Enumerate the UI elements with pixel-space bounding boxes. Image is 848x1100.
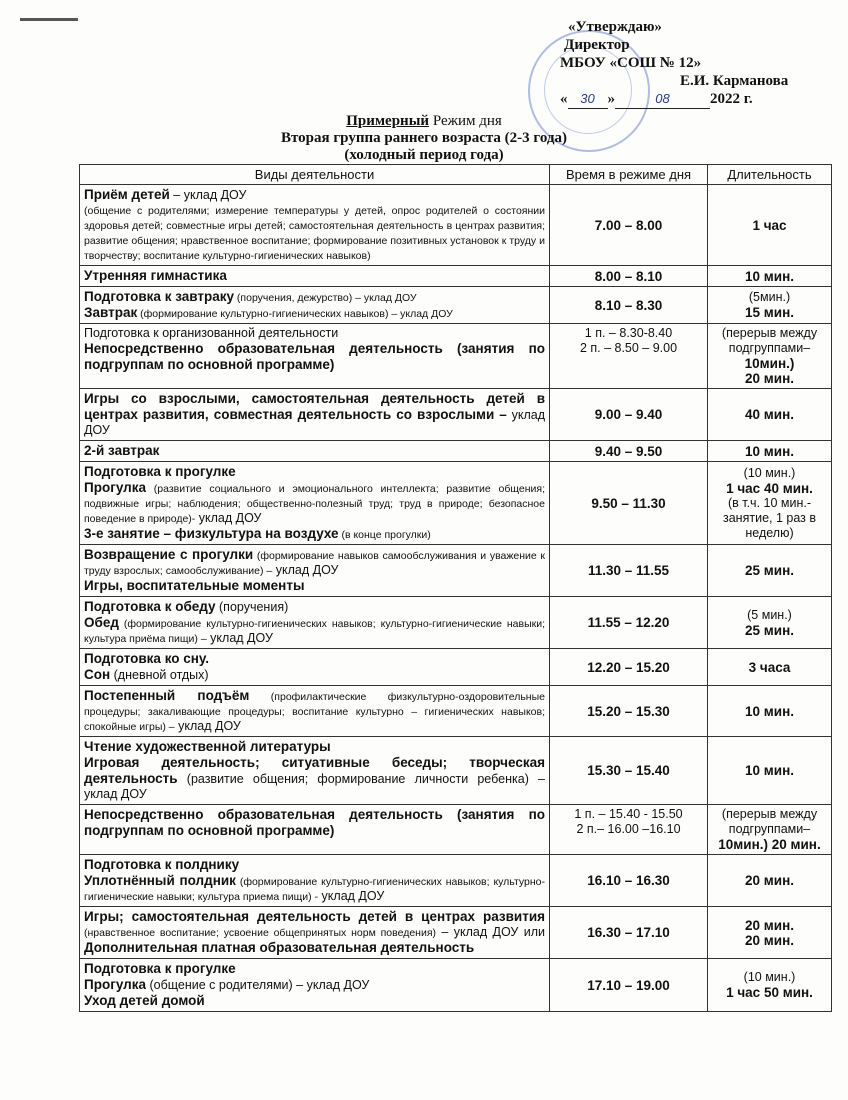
- activity-text: 3-е занятие – физкультура на воздухе: [84, 526, 339, 541]
- activity-cell: [80, 649, 550, 686]
- table-row: [80, 686, 832, 737]
- duration-value: 10 мин.: [745, 268, 794, 284]
- activity-text: Чтение художественной литературы: [84, 739, 331, 754]
- activity-text: уклад ДОУ: [206, 631, 273, 645]
- activity-text: Подготовка к прогулке: [84, 961, 236, 976]
- activity-text: Дополнительная платная образовательная деятельность: [84, 940, 475, 955]
- duration-value: 40 мин.: [745, 407, 794, 422]
- duration-cell: [708, 266, 832, 287]
- duration-value: 1 час: [752, 217, 787, 233]
- activity-text: уклад ДОУ: [318, 889, 385, 903]
- time-value: 9.50 – 11.30: [591, 495, 666, 511]
- activity-line: [84, 688, 545, 734]
- time-cell: [550, 545, 708, 597]
- header-activity: Виды деятельности: [80, 165, 550, 185]
- activity-text: (дневной отдых): [110, 668, 209, 682]
- activity-line: [84, 464, 545, 480]
- time-value: 1 п. – 15.40 - 15.50: [574, 807, 683, 821]
- time-cell: [550, 389, 708, 441]
- approval-date-month: 08: [615, 90, 710, 109]
- time-cell: [550, 324, 708, 389]
- activity-cell: [80, 441, 550, 462]
- activity-text: Подготовка к полднику: [84, 857, 240, 872]
- time-cell: [550, 287, 708, 324]
- activity-line: [84, 578, 545, 594]
- activity-text: (формирование культурно-гигиенических навыков; культурно-гигиенические навыки; культура приема пищи) -: [84, 876, 545, 903]
- activity-text: 2-й завтрак: [84, 443, 160, 458]
- activity-text: (поручения, дежурство) – уклад ДОУ: [234, 292, 417, 304]
- time-cell: [550, 855, 708, 907]
- activity-text: уклад ДОУ: [195, 511, 262, 525]
- approval-position: Директор: [564, 37, 630, 53]
- duration-cell: [708, 462, 832, 545]
- document-subtitle: Вторая группа раннего возраста (2-3 года): [280, 130, 567, 146]
- approval-title: «Утверждаю»: [568, 19, 662, 35]
- activity-text: Завтрак: [84, 305, 138, 320]
- table-row: [80, 389, 832, 441]
- activity-line: [84, 993, 545, 1009]
- activity-text: Сон: [84, 667, 111, 682]
- duration-value: 25 мин.: [745, 563, 794, 578]
- approval-date-year: 2022 г.: [710, 91, 753, 107]
- schedule-table: [79, 164, 832, 1012]
- time-value: 16.30 – 17.10: [587, 925, 670, 940]
- activity-cell: [80, 287, 550, 324]
- activity-text: Игры со взрослыми, самостоятельная деятельность детей в центрах развития, совместная деятельность со взрослыми –: [84, 391, 545, 422]
- duration-cell: [708, 737, 832, 805]
- document-period: (холодный период года): [344, 147, 504, 163]
- time-value: 8.00 – 8.10: [594, 268, 663, 284]
- duration-value: 20 мин.: [745, 371, 794, 386]
- duration-cell: [708, 545, 832, 597]
- activity-text: Обед: [84, 615, 119, 630]
- activity-line: [84, 667, 545, 683]
- activity-line: [84, 547, 545, 578]
- activity-line: [84, 755, 545, 802]
- activity-line: [84, 326, 545, 341]
- time-value: 8.10 – 8.30: [594, 297, 663, 313]
- activity-line: [84, 807, 545, 839]
- table-row: [80, 649, 832, 686]
- activity-text: (общение с родителями) – уклад ДОУ: [146, 978, 370, 992]
- table-row: [80, 545, 832, 597]
- duration-value: 10 мин.: [745, 763, 794, 778]
- duration-value: 10мин.): [744, 356, 795, 371]
- activity-line: [84, 305, 545, 321]
- table-header-row: [80, 165, 832, 185]
- activity-text: (развитие социального и эмоционального интеллекта; развитие общения; подвижные игры; наблюдения; общественно-полезный труд; труд в природе; безопасное поведение в природе)-: [84, 483, 545, 525]
- table-row: [80, 266, 832, 287]
- activity-cell: [80, 805, 550, 855]
- time-cell: [550, 649, 708, 686]
- duration-value: (5 мин.): [747, 607, 792, 622]
- activity-line: [84, 187, 545, 203]
- time-cell: [550, 686, 708, 737]
- activity-text: Прогулка: [84, 480, 146, 495]
- table-row: [80, 737, 832, 805]
- duration-cell: [708, 185, 832, 266]
- activity-line: [84, 289, 545, 305]
- duration-value: 25 мин.: [745, 622, 794, 638]
- time-cell: [550, 441, 708, 462]
- activity-text: – уклад ДОУ или: [436, 925, 545, 939]
- activity-text: Уплотнённый полдник: [84, 873, 236, 888]
- activity-line: [84, 857, 545, 873]
- activity-text: (формирование культурно-гигиенических навыков) – уклад ДОУ: [137, 308, 453, 320]
- activity-text: Игры; самостоятельная деятельность детей в центрах развития: [84, 909, 545, 924]
- header-time: Время в режиме дня: [550, 165, 708, 185]
- activity-cell: [80, 545, 550, 597]
- activity-cell: [80, 324, 550, 389]
- time-value: 11.55 – 12.20: [587, 615, 670, 630]
- duration-value: (10 мин.): [743, 970, 796, 984]
- activity-text: Приём детей: [84, 187, 170, 202]
- activity-text: (поручения): [215, 600, 289, 614]
- duration-cell: [708, 649, 832, 686]
- time-value: 2 п.– 16.00 –16.10: [576, 822, 681, 836]
- duration-cell: [708, 805, 832, 855]
- duration-cell: [708, 441, 832, 462]
- time-cell: [550, 805, 708, 855]
- table-row: [80, 287, 832, 324]
- activity-line: [84, 599, 545, 615]
- activity-line: [84, 268, 545, 284]
- activity-text: (общение с родителями; измерение температуры у детей, опрос родителей о состоянии здоровья детей; совместные игры детей; самостоятельная деятельность в центрах развития; развитие общения; нравственное воспитание; формирование позитивных установок к труду и творчеству; воспитание культурно-гигиенических навыков): [84, 205, 545, 262]
- activity-cell: [80, 185, 550, 266]
- activity-text: (развитие общения; формирование личности ребенка) – уклад ДОУ: [84, 772, 545, 801]
- activity-line: [84, 961, 545, 977]
- time-cell: [550, 185, 708, 266]
- activity-cell: [80, 686, 550, 737]
- duration-value: (перерыв между подгруппами–: [721, 326, 818, 355]
- activity-cell: [80, 959, 550, 1012]
- activity-text: Подготовка к обеду: [84, 599, 216, 614]
- duration-value: (перерыв между подгруппами–: [721, 807, 818, 836]
- table-row: [80, 855, 832, 907]
- duration-value: 20 мин.: [745, 917, 794, 933]
- activity-line: [84, 391, 545, 438]
- activity-text: Подготовка к завтраку: [84, 289, 234, 304]
- activity-text: Утренняя гимнастика: [84, 268, 227, 283]
- approval-date-day: 30: [568, 90, 608, 109]
- duration-value: 10мин.) 20 мин.: [718, 837, 821, 852]
- activity-text: Прогулка: [84, 977, 146, 992]
- duration-value: 15 мин.: [745, 305, 794, 320]
- activity-cell: [80, 907, 550, 959]
- table-row: [80, 597, 832, 649]
- activity-cell: [80, 266, 550, 287]
- duration-value: 20 мин.: [745, 873, 794, 888]
- table-row: [80, 907, 832, 959]
- table-body: [80, 185, 832, 1012]
- time-value: 11.30 – 11.55: [587, 563, 670, 578]
- activity-line: [84, 443, 545, 459]
- activity-cell: [80, 462, 550, 545]
- activity-cell: [80, 855, 550, 907]
- time-value: 7.00 – 8.00: [594, 217, 663, 233]
- corner-mark: [20, 18, 78, 21]
- duration-value: (10 мин.): [743, 465, 796, 480]
- activity-text: (формирование навыков самообслуживания и уважение к труду взрослых; самообслуживание) –: [84, 550, 545, 577]
- activity-cell: [80, 389, 550, 441]
- activity-text: (формирование культурно-гигиенических навыков; культурно-гигиенические навыки; культура приёма пищи) –: [84, 618, 545, 645]
- time-cell: [550, 907, 708, 959]
- table-row: [80, 959, 832, 1012]
- duration-value: 10 мин.: [745, 443, 794, 459]
- duration-cell: [708, 287, 832, 324]
- activity-cell: [80, 737, 550, 805]
- approval-organization: МБОУ «СОШ № 12»: [560, 55, 702, 71]
- approval-date: « 30 » 08 2022 г.: [560, 91, 753, 107]
- time-value: 16.10 – 16.30: [587, 873, 670, 888]
- activity-text: – уклад ДОУ: [169, 188, 247, 202]
- table-row: [80, 805, 832, 855]
- duration-value: 1 час 40 мин.: [726, 480, 813, 496]
- time-value: 1 п. – 8.30-8.40: [584, 326, 673, 340]
- activity-text: Постепенный подъём: [84, 688, 250, 703]
- activity-text: (нравственное воспитание; усвоение общепринятых норм поведения): [84, 927, 437, 939]
- time-cell: [550, 462, 708, 545]
- time-value: 9.00 – 9.40: [594, 407, 663, 422]
- activity-line: [84, 739, 545, 755]
- activity-text: Игровая деятельность; ситуативные беседы; творческая деятельность: [84, 755, 545, 786]
- duration-cell: [708, 907, 832, 959]
- duration-cell: [708, 597, 832, 649]
- approval-signatory: Е.И. Карманова: [680, 73, 789, 89]
- table-row: [80, 185, 832, 266]
- duration-value: 10 мин.: [745, 703, 794, 719]
- activity-line: [84, 341, 545, 373]
- time-cell: [550, 737, 708, 805]
- duration-value: (5мин.): [748, 290, 791, 304]
- activity-line: [84, 977, 545, 993]
- activity-line: [84, 480, 545, 526]
- activity-text: уклад ДОУ: [84, 408, 545, 437]
- approval-block: [560, 18, 840, 109]
- duration-cell: [708, 959, 832, 1012]
- duration-value: 3 часа: [748, 659, 791, 675]
- activity-text: Возвращение с прогулки: [84, 547, 254, 562]
- activity-text: Игры, воспитательные моменты: [84, 578, 305, 593]
- activity-text: Непосредственно образовательная деятельность (занятия по подгруппам по основной программе): [84, 341, 545, 372]
- time-value: 15.30 – 15.40: [587, 763, 670, 778]
- time-cell: [550, 266, 708, 287]
- duration-cell: [708, 389, 832, 441]
- table-row: [80, 441, 832, 462]
- activity-line: [84, 873, 545, 904]
- activity-text: уклад ДОУ: [174, 719, 241, 733]
- activity-cell: [80, 597, 550, 649]
- activity-line: [84, 615, 545, 646]
- activity-line: [84, 909, 545, 956]
- duration-cell: [708, 324, 832, 389]
- table-row: [80, 324, 832, 389]
- activity-text: (профилактические физкультурно-оздоровительные процедуры; закаливающие процедуры; воспитание культурно – гигиенических навыков; спокойные игры) –: [84, 691, 545, 733]
- duration-value: (в т.ч. 10 мин.-занятие, 1 раз в неделю): [723, 495, 816, 540]
- time-cell: [550, 959, 708, 1012]
- activity-line: [84, 651, 545, 667]
- header-duration: Длительность: [708, 165, 832, 185]
- time-value: 17.10 – 19.00: [587, 977, 670, 993]
- activity-line: [84, 526, 545, 542]
- activity-text: Подготовка ко сну.: [84, 651, 210, 666]
- activity-text: Уход детей домой: [84, 993, 205, 1008]
- time-value: 2 п. – 8.50 – 9.00: [579, 341, 678, 355]
- duration-value: 20 мин.: [745, 932, 794, 948]
- activity-text: Подготовка к организованной деятельности: [84, 326, 339, 340]
- time-value: 15.20 – 15.30: [587, 703, 670, 719]
- activity-text: Подготовка к прогулке: [84, 464, 236, 479]
- activity-text: (в конце прогулки): [338, 529, 431, 541]
- activity-text: уклад ДОУ: [272, 563, 339, 577]
- activity-line: [84, 203, 545, 263]
- document-title: Примерный Режим дня Вторая группа раннего возраста (2-3 года) (холодный период года): [0, 113, 848, 164]
- duration-cell: [708, 855, 832, 907]
- time-value: 9.40 – 9.50: [594, 443, 663, 459]
- table-row: [80, 462, 832, 545]
- time-value: 12.20 – 15.20: [587, 659, 670, 675]
- activity-text: Непосредственно образовательная деятельность (занятия по подгруппам по основной программе): [84, 807, 545, 838]
- duration-cell: [708, 686, 832, 737]
- duration-value: 1 час 50 мин.: [726, 985, 813, 1000]
- time-cell: [550, 597, 708, 649]
